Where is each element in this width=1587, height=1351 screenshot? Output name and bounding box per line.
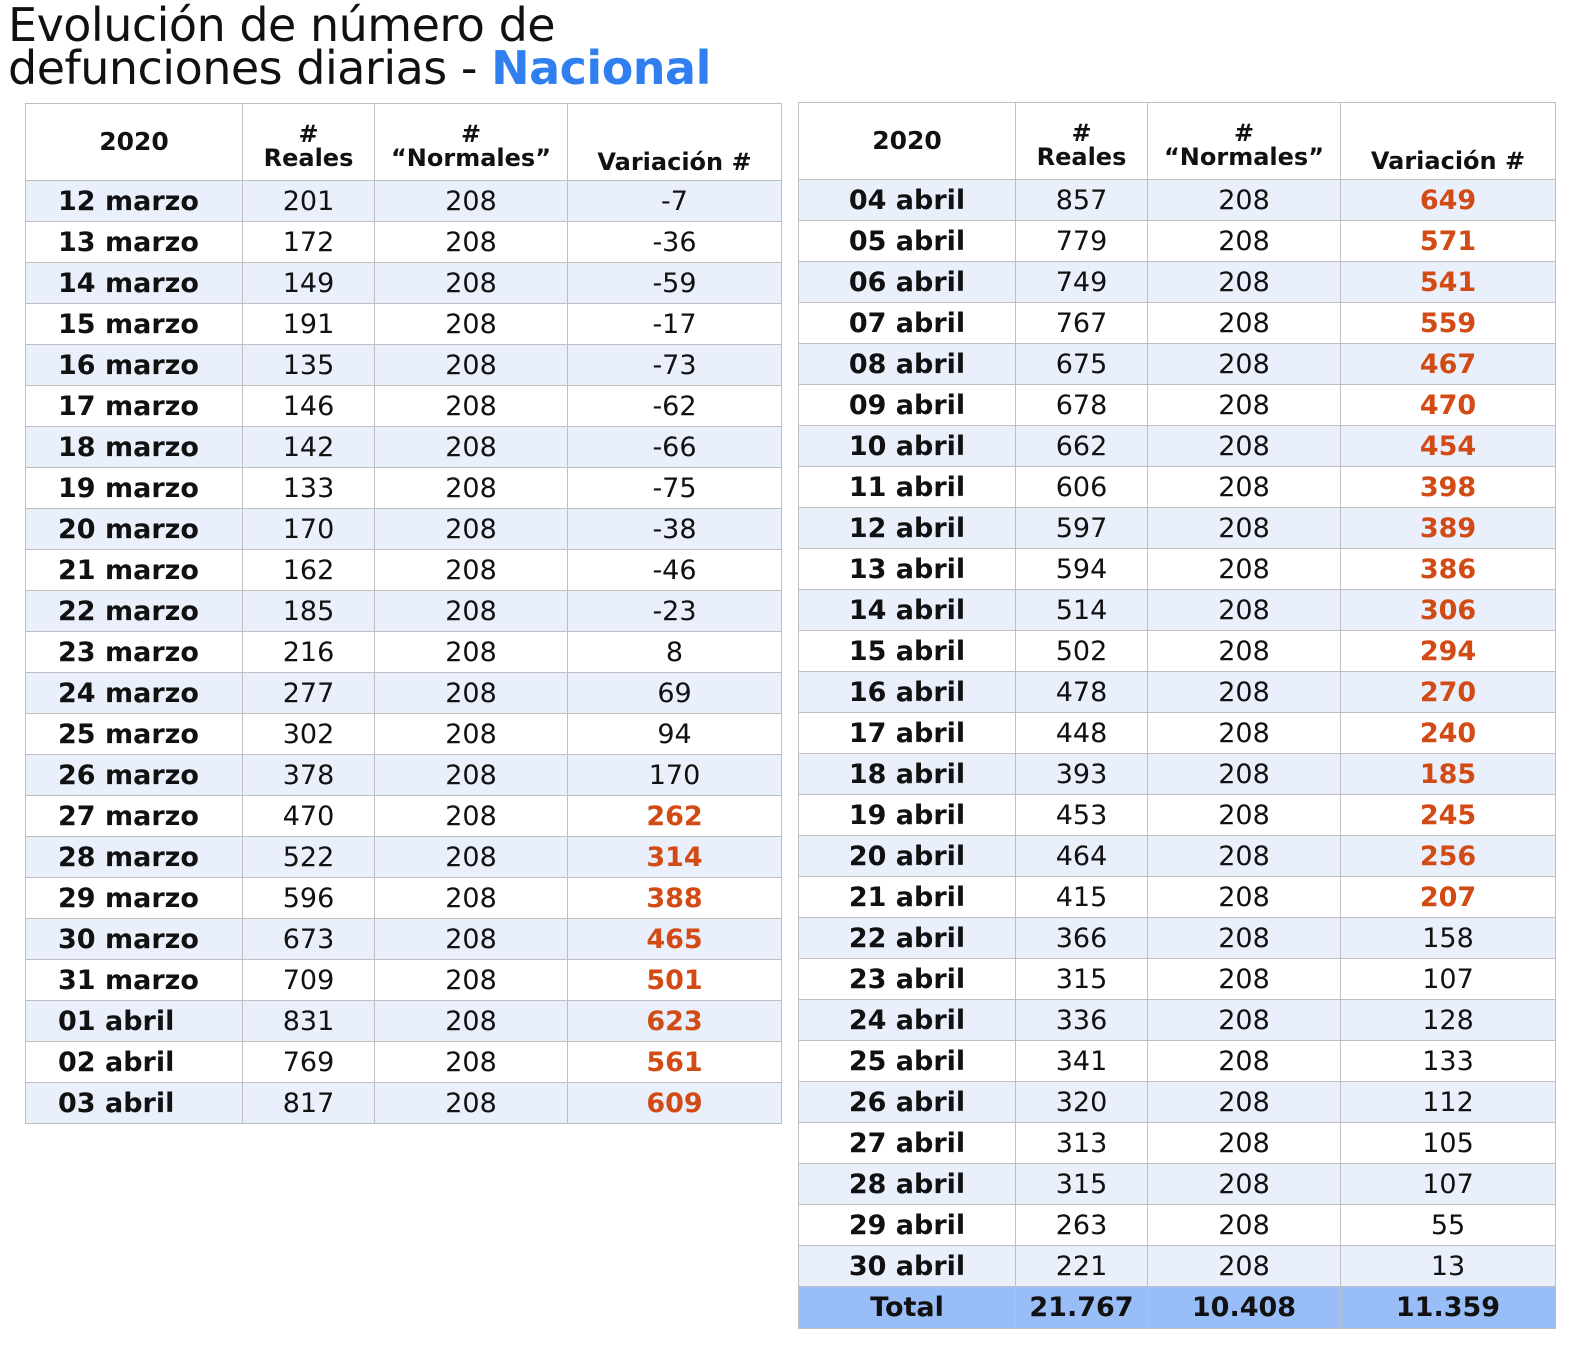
cell-normales: 208 xyxy=(375,468,568,509)
cell-date: 04 abril xyxy=(799,180,1016,221)
cell-variacion: 306 xyxy=(1341,590,1556,631)
table-row xyxy=(799,672,1556,713)
cell-date: 14 abril xyxy=(799,590,1016,631)
table-row xyxy=(799,1000,1556,1041)
cell-normales: 208 xyxy=(375,673,568,714)
cell-variacion: 262 xyxy=(568,796,782,837)
cell-date: 19 abril xyxy=(799,795,1016,836)
cell-date: 22 abril xyxy=(799,918,1016,959)
cell-variacion: 623 xyxy=(568,1001,782,1042)
cell-normales: 208 xyxy=(1148,1164,1341,1205)
cell-date: 24 abril xyxy=(799,1000,1016,1041)
cell-reales: 769 xyxy=(243,1042,375,1083)
table-row xyxy=(26,919,782,960)
table-row xyxy=(26,714,782,755)
table-row xyxy=(26,263,782,304)
table-row xyxy=(799,303,1556,344)
cell-date: 21 marzo xyxy=(26,550,243,591)
cell-reales: 170 xyxy=(243,509,375,550)
deaths-table-right xyxy=(798,102,1556,1329)
cell-date: 18 abril xyxy=(799,754,1016,795)
cell-reales: 133 xyxy=(243,468,375,509)
cell-date: 25 abril xyxy=(799,1041,1016,1082)
table-row xyxy=(26,837,782,878)
cell-variacion: -73 xyxy=(568,345,782,386)
cell-reales: 185 xyxy=(243,591,375,632)
cell-normales: 208 xyxy=(375,427,568,468)
cell-date: 15 abril xyxy=(799,631,1016,672)
cell-date: 08 abril xyxy=(799,344,1016,385)
cell-variacion: 107 xyxy=(1341,1164,1556,1205)
table-row xyxy=(26,222,782,263)
col-header-reales-hash: # xyxy=(1071,119,1092,147)
cell-date: 30 abril xyxy=(799,1246,1016,1287)
cell-date: 21 abril xyxy=(799,877,1016,918)
cell-normales: 208 xyxy=(1148,1246,1341,1287)
table-row xyxy=(26,755,782,796)
cell-variacion: 256 xyxy=(1341,836,1556,877)
cell-variacion: 69 xyxy=(568,673,782,714)
cell-variacion: 158 xyxy=(1341,918,1556,959)
cell-normales: 208 xyxy=(1148,672,1341,713)
cell-date: 18 marzo xyxy=(26,427,243,468)
cell-normales: 208 xyxy=(375,796,568,837)
cell-normales: 208 xyxy=(1148,180,1341,221)
table-row xyxy=(26,1042,782,1083)
cell-date: 06 abril xyxy=(799,262,1016,303)
cell-variacion: 649 xyxy=(1341,180,1556,221)
table-row xyxy=(26,181,782,222)
total-normales: 10.408 xyxy=(1148,1287,1341,1329)
cell-date: 12 abril xyxy=(799,508,1016,549)
col-header-reales-label: Reales xyxy=(1036,143,1127,171)
cell-normales: 208 xyxy=(375,960,568,1001)
cell-reales: 263 xyxy=(1016,1205,1148,1246)
cell-variacion: -36 xyxy=(568,222,782,263)
col-header-normales xyxy=(375,104,568,181)
cell-reales: 478 xyxy=(1016,672,1148,713)
cell-reales: 678 xyxy=(1016,385,1148,426)
table-row xyxy=(799,221,1556,262)
cell-normales: 208 xyxy=(1148,344,1341,385)
cell-date: 13 marzo xyxy=(26,222,243,263)
cell-reales: 315 xyxy=(1016,959,1148,1000)
deaths-table-left xyxy=(25,103,782,1124)
cell-date: 20 marzo xyxy=(26,509,243,550)
cell-date: 17 abril xyxy=(799,713,1016,754)
cell-normales: 208 xyxy=(1148,221,1341,262)
cell-normales: 208 xyxy=(375,345,568,386)
table-row xyxy=(26,550,782,591)
cell-normales: 208 xyxy=(1148,303,1341,344)
table-row xyxy=(799,918,1556,959)
cell-variacion: 185 xyxy=(1341,754,1556,795)
table-row xyxy=(26,673,782,714)
col-header-reales xyxy=(1016,103,1148,180)
cell-normales: 208 xyxy=(375,509,568,550)
cell-date: 09 abril xyxy=(799,385,1016,426)
table-row xyxy=(799,180,1556,221)
table-row xyxy=(799,713,1556,754)
table-row xyxy=(26,632,782,673)
table-row xyxy=(799,631,1556,672)
cell-reales: 162 xyxy=(243,550,375,591)
cell-date: 23 marzo xyxy=(26,632,243,673)
cell-date: 23 abril xyxy=(799,959,1016,1000)
cell-date: 28 abril xyxy=(799,1164,1016,1205)
cell-variacion: 245 xyxy=(1341,795,1556,836)
cell-variacion: 314 xyxy=(568,837,782,878)
cell-normales: 208 xyxy=(375,919,568,960)
cell-date: 13 abril xyxy=(799,549,1016,590)
cell-reales: 597 xyxy=(1016,508,1148,549)
cell-date: 20 abril xyxy=(799,836,1016,877)
cell-normales: 208 xyxy=(1148,385,1341,426)
cell-reales: 470 xyxy=(243,796,375,837)
header-row xyxy=(26,104,782,181)
table-body-left xyxy=(26,181,782,1124)
table-row xyxy=(799,1164,1556,1205)
cell-reales: 302 xyxy=(243,714,375,755)
table-body-right xyxy=(799,180,1556,1287)
cell-date: 01 abril xyxy=(26,1001,243,1042)
cell-date: 02 abril xyxy=(26,1042,243,1083)
cell-reales: 448 xyxy=(1016,713,1148,754)
cell-normales: 208 xyxy=(1148,1205,1341,1246)
cell-variacion: -66 xyxy=(568,427,782,468)
total-variacion: 11.359 xyxy=(1341,1287,1556,1329)
cell-reales: 831 xyxy=(243,1001,375,1042)
cell-variacion: -75 xyxy=(568,468,782,509)
cell-reales: 313 xyxy=(1016,1123,1148,1164)
table-row xyxy=(26,427,782,468)
cell-reales: 415 xyxy=(1016,877,1148,918)
cell-variacion: 609 xyxy=(568,1083,782,1124)
cell-variacion: 561 xyxy=(568,1042,782,1083)
cell-date: 14 marzo xyxy=(26,263,243,304)
cell-normales: 208 xyxy=(1148,877,1341,918)
cell-variacion: 388 xyxy=(568,878,782,919)
cell-reales: 315 xyxy=(1016,1164,1148,1205)
cell-date: 27 marzo xyxy=(26,796,243,837)
table-row xyxy=(799,836,1556,877)
table-row xyxy=(26,386,782,427)
cell-reales: 453 xyxy=(1016,795,1148,836)
cell-date: 16 marzo xyxy=(26,345,243,386)
cell-reales: 320 xyxy=(1016,1082,1148,1123)
cell-date: 17 marzo xyxy=(26,386,243,427)
col-header-normales xyxy=(1148,103,1341,180)
cell-variacion: 386 xyxy=(1341,549,1556,590)
table-row xyxy=(799,959,1556,1000)
cell-date: 15 marzo xyxy=(26,304,243,345)
cell-date: 24 marzo xyxy=(26,673,243,714)
table-row xyxy=(799,1082,1556,1123)
cell-variacion: 465 xyxy=(568,919,782,960)
table-row xyxy=(26,960,782,1001)
cell-reales: 221 xyxy=(1016,1246,1148,1287)
cell-reales: 146 xyxy=(243,386,375,427)
cell-variacion: 207 xyxy=(1341,877,1556,918)
cell-variacion: 470 xyxy=(1341,385,1556,426)
table-row xyxy=(799,590,1556,631)
total-label: Total xyxy=(799,1287,1016,1329)
col-header-normales-hash: # xyxy=(460,120,482,148)
table-row xyxy=(26,1083,782,1124)
cell-variacion: 133 xyxy=(1341,1041,1556,1082)
cell-normales: 208 xyxy=(1148,713,1341,754)
cell-variacion: 294 xyxy=(1341,631,1556,672)
cell-normales: 208 xyxy=(375,755,568,796)
cell-normales: 208 xyxy=(375,1042,568,1083)
cell-normales: 208 xyxy=(375,1083,568,1124)
table-row xyxy=(799,426,1556,467)
header-row xyxy=(799,103,1556,180)
total-row xyxy=(799,1287,1556,1329)
cell-normales: 208 xyxy=(1148,426,1341,467)
table-row xyxy=(799,385,1556,426)
table-row xyxy=(26,468,782,509)
table-row xyxy=(799,1123,1556,1164)
cell-reales: 277 xyxy=(243,673,375,714)
table-row xyxy=(26,591,782,632)
cell-variacion: -23 xyxy=(568,591,782,632)
cell-date: 26 abril xyxy=(799,1082,1016,1123)
cell-reales: 675 xyxy=(1016,344,1148,385)
cell-reales: 606 xyxy=(1016,467,1148,508)
cell-reales: 135 xyxy=(243,345,375,386)
col-header-variacion: Variación # xyxy=(1341,103,1556,180)
cell-normales: 208 xyxy=(1148,1123,1341,1164)
cell-normales: 208 xyxy=(1148,549,1341,590)
cell-variacion: 270 xyxy=(1341,672,1556,713)
cell-date: 07 abril xyxy=(799,303,1016,344)
table-row xyxy=(799,754,1556,795)
table-row xyxy=(799,877,1556,918)
cell-variacion: -38 xyxy=(568,509,782,550)
cell-date: 25 marzo xyxy=(26,714,243,755)
table-row xyxy=(26,1001,782,1042)
col-header-normales-label: “Normales” xyxy=(1164,143,1324,171)
table-row xyxy=(799,344,1556,385)
cell-date: 12 marzo xyxy=(26,181,243,222)
cell-reales: 366 xyxy=(1016,918,1148,959)
cell-normales: 208 xyxy=(1148,631,1341,672)
cell-normales: 208 xyxy=(1148,754,1341,795)
cell-date: 30 marzo xyxy=(26,919,243,960)
total-reales: 21.767 xyxy=(1016,1287,1148,1329)
table-row xyxy=(26,304,782,345)
cell-reales: 341 xyxy=(1016,1041,1148,1082)
col-header-reales-hash: # xyxy=(298,120,319,148)
cell-date: 19 marzo xyxy=(26,468,243,509)
cell-reales: 502 xyxy=(1016,631,1148,672)
cell-normales: 208 xyxy=(1148,1082,1341,1123)
cell-reales: 191 xyxy=(243,304,375,345)
table-row xyxy=(26,796,782,837)
cell-variacion: 541 xyxy=(1341,262,1556,303)
cell-reales: 201 xyxy=(243,181,375,222)
cell-normales: 208 xyxy=(375,591,568,632)
cell-normales: 208 xyxy=(375,837,568,878)
table-row xyxy=(26,509,782,550)
cell-date: 29 marzo xyxy=(26,878,243,919)
cell-date: 29 abril xyxy=(799,1205,1016,1246)
table-row xyxy=(799,262,1556,303)
cell-reales: 336 xyxy=(1016,1000,1148,1041)
cell-date: 10 abril xyxy=(799,426,1016,467)
cell-normales: 208 xyxy=(1148,795,1341,836)
cell-variacion: -17 xyxy=(568,304,782,345)
cell-normales: 208 xyxy=(1148,262,1341,303)
cell-variacion: 467 xyxy=(1341,344,1556,385)
cell-reales: 673 xyxy=(243,919,375,960)
cell-variacion: 501 xyxy=(568,960,782,1001)
cell-date: 05 abril xyxy=(799,221,1016,262)
col-header-reales xyxy=(243,104,375,181)
cell-date: 27 abril xyxy=(799,1123,1016,1164)
cell-reales: 767 xyxy=(1016,303,1148,344)
cell-variacion: 571 xyxy=(1341,221,1556,262)
table-row xyxy=(799,549,1556,590)
cell-variacion: 112 xyxy=(1341,1082,1556,1123)
cell-variacion: -46 xyxy=(568,550,782,591)
cell-reales: 172 xyxy=(243,222,375,263)
cell-reales: 393 xyxy=(1016,754,1148,795)
cell-normales: 208 xyxy=(375,550,568,591)
cell-variacion: 398 xyxy=(1341,467,1556,508)
table-row xyxy=(26,878,782,919)
cell-date: 03 abril xyxy=(26,1083,243,1124)
cell-normales: 208 xyxy=(375,304,568,345)
cell-date: 16 abril xyxy=(799,672,1016,713)
cell-reales: 662 xyxy=(1016,426,1148,467)
cell-date: 22 marzo xyxy=(26,591,243,632)
cell-normales: 208 xyxy=(1148,1000,1341,1041)
cell-reales: 142 xyxy=(243,427,375,468)
col-header-variacion: Variación # xyxy=(568,104,782,181)
cell-normales: 208 xyxy=(375,632,568,673)
cell-normales: 208 xyxy=(1148,918,1341,959)
cell-variacion: 8 xyxy=(568,632,782,673)
cell-variacion: -62 xyxy=(568,386,782,427)
cell-date: 11 abril xyxy=(799,467,1016,508)
cell-normales: 208 xyxy=(375,714,568,755)
cell-normales: 208 xyxy=(1148,836,1341,877)
cell-date: 31 marzo xyxy=(26,960,243,1001)
cell-variacion: 389 xyxy=(1341,508,1556,549)
cell-normales: 208 xyxy=(1148,1041,1341,1082)
cell-reales: 216 xyxy=(243,632,375,673)
table-row xyxy=(26,345,782,386)
cell-reales: 464 xyxy=(1016,836,1148,877)
cell-reales: 594 xyxy=(1016,549,1148,590)
cell-reales: 779 xyxy=(1016,221,1148,262)
cell-date: 28 marzo xyxy=(26,837,243,878)
cell-normales: 208 xyxy=(375,263,568,304)
col-header-year: 2020 xyxy=(26,104,243,181)
cell-normales: 208 xyxy=(1148,467,1341,508)
cell-normales: 208 xyxy=(375,1001,568,1042)
page-title xyxy=(8,0,711,95)
cell-reales: 749 xyxy=(1016,262,1148,303)
table-row xyxy=(799,467,1556,508)
cell-reales: 522 xyxy=(243,837,375,878)
cell-variacion: 170 xyxy=(568,755,782,796)
col-header-year: 2020 xyxy=(799,103,1016,180)
cell-normales: 208 xyxy=(375,878,568,919)
col-header-normales-hash: # xyxy=(1233,119,1255,147)
table-row xyxy=(799,508,1556,549)
cell-variacion: 13 xyxy=(1341,1246,1556,1287)
cell-variacion: 105 xyxy=(1341,1123,1556,1164)
title-line-2: defunciones diarias - xyxy=(8,41,492,95)
cell-normales: 208 xyxy=(375,222,568,263)
cell-normales: 208 xyxy=(1148,590,1341,631)
cell-variacion: -7 xyxy=(568,181,782,222)
cell-normales: 208 xyxy=(375,181,568,222)
table-row xyxy=(799,795,1556,836)
cell-reales: 514 xyxy=(1016,590,1148,631)
cell-reales: 149 xyxy=(243,263,375,304)
title-line-1: Evolución de número de xyxy=(8,0,556,52)
cell-reales: 709 xyxy=(243,960,375,1001)
cell-reales: 817 xyxy=(243,1083,375,1124)
cell-variacion: 559 xyxy=(1341,303,1556,344)
cell-variacion: 454 xyxy=(1341,426,1556,467)
cell-variacion: 55 xyxy=(1341,1205,1556,1246)
cell-normales: 208 xyxy=(1148,508,1341,549)
cell-variacion: 128 xyxy=(1341,1000,1556,1041)
table-row xyxy=(799,1041,1556,1082)
col-header-reales-label: Reales xyxy=(263,144,354,172)
table-row xyxy=(799,1205,1556,1246)
cell-reales: 378 xyxy=(243,755,375,796)
cell-variacion: -59 xyxy=(568,263,782,304)
cell-date: 26 marzo xyxy=(26,755,243,796)
table-row xyxy=(799,1246,1556,1287)
cell-normales: 208 xyxy=(375,386,568,427)
cell-variacion: 240 xyxy=(1341,713,1556,754)
cell-variacion: 94 xyxy=(568,714,782,755)
cell-normales: 208 xyxy=(1148,959,1341,1000)
cell-reales: 857 xyxy=(1016,180,1148,221)
col-header-normales-label: “Normales” xyxy=(391,144,551,172)
title-highlight: Nacional xyxy=(491,41,711,95)
cell-variacion: 107 xyxy=(1341,959,1556,1000)
cell-reales: 596 xyxy=(243,878,375,919)
